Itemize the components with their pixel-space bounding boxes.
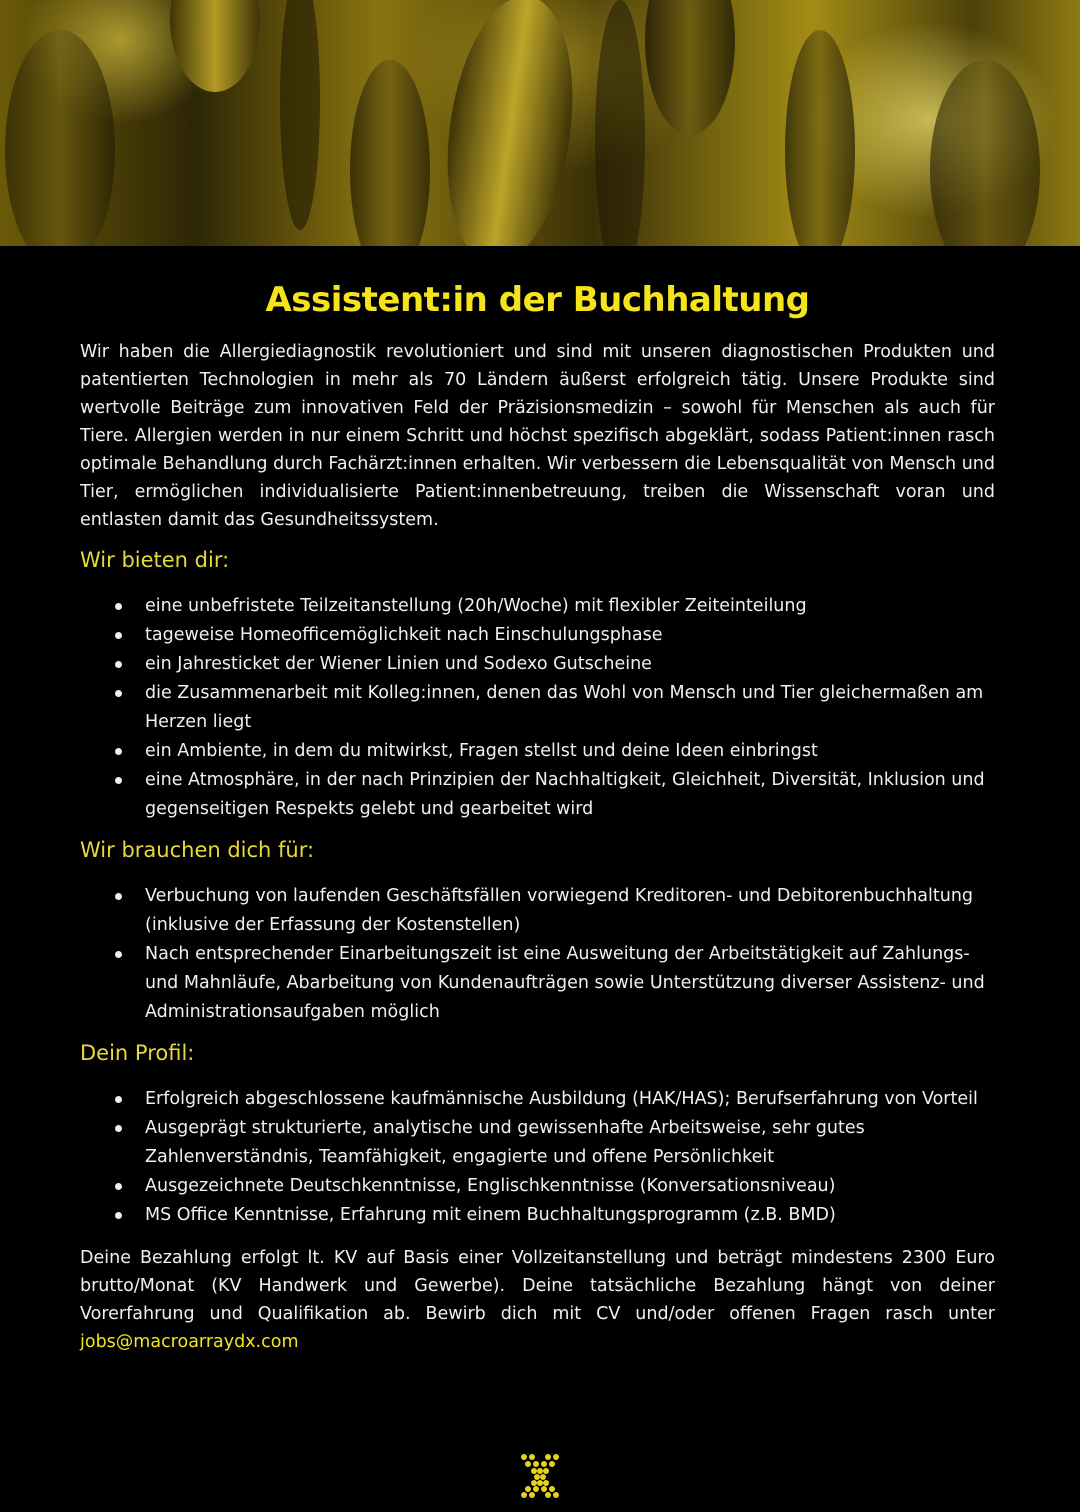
list-item: tageweise Homeofficemöglichkeit nach Einschulungsphase [145,621,995,650]
job-posting [80,270,995,1356]
offer-list [80,592,995,824]
list-item: die Zusammenarbeit mit Kolleg:innen, denen das Wohl von Mensch und Tier gleichermaßen am Herzen liegt [145,679,995,737]
tasks-list [80,882,995,1027]
list-item: ein Jahresticket der Wiener Linien und Sodexo Gutscheine [145,650,995,679]
section-heading-tasks: Wir brauchen dich für: [80,838,315,862]
page-title: Assistent:in der Buchhaltung [265,280,810,320]
section-heading-profile: Dein Profil: [80,1041,195,1065]
list-item: MS Office Kenntnisse, Erfahrung mit einem Buchhaltungsprogramm (z.B. BMD) [145,1201,995,1230]
list-item: eine Atmosphäre, in der nach Prinzipien der Nachhaltigkeit, Gleichheit, Diversität, Inklusion und gegenseitigen Respekts gelebt und gearbeitet wird [145,766,995,824]
hop-cones-icon [0,0,1080,246]
list-item: eine unbefristete Teilzeitanstellung (20h/Woche) mit flexibler Zeiteinteilung [145,592,995,621]
list-item: Ausgeprägt strukturierte, analytische und gewissenhafte Arbeitsweise, sehr gutes Zahlenverständnis, Teamfähigkeit, engagierte und offene Persönlichkeit [145,1114,995,1172]
list-item: Verbuchung von laufenden Geschäftsfällen vorwiegend Kreditoren- und Debitorenbuchhaltung (inklusive der Erfassung der Kostenstellen) [145,882,995,940]
closing-paragraph [80,1244,995,1356]
list-item: Erfolgreich abgeschlossene kaufmännische Ausbildung (HAK/HAS); Berufserfahrung von Vorteil [145,1085,995,1114]
hero-image [0,0,1080,246]
closing-text: Deine Bezahlung erfolgt lt. KV auf Basis einer Vollzeitanstellung und beträgt mindestens 2300 Euro brutto/Monat (KV Handwerk und Gewerbe). Deine tatsächliche Bezahlung hängt von deiner Vorerfahrung und Qualifikation ab. Bewirb dich mit CV und/oder offenen Fragen rasch unter [80,1248,995,1324]
list-item: ein Ambiente, in dem du mitwirkst, Fragen stellst und deine Ideen einbringst [145,737,995,766]
list-item: Ausgezeichnete Deutschkenntnisse, Englischkenntnisse (Konversationsniveau) [145,1172,995,1201]
list-item: Nach entsprechender Einarbeitungszeit ist eine Ausweitung der Arbeitstätigkeit auf Zahlungs- und Mahnläufe, Abarbeitung von Kundenaufträgen sowie Unterstützung diverser Assistenz- und Administrationsaufgaben möglich [145,940,995,1027]
section-heading-offer: Wir bieten dir: [80,548,230,572]
email-link[interactable]: jobs@macroarraydx.com [80,1332,299,1352]
x-logo-icon [518,1452,562,1498]
intro-paragraph: Wir haben die Allergiediagnostik revolutioniert und sind mit unseren diagnostischen Produkten und patentierten Technologien in mehr als 70 Ländern äußerst erfolgreich tätig. Unsere Produkte sind wertvolle Beiträge zum innovativen Feld der Präzisionsmedizin – sowohl für Menschen als auch für Tiere. Allergien werden in nur einem Schritt und höchst spezifisch abgeklärt, sodass Patient:innen rasch optimale Behandlung durch Fachärzt:innen erhalten. Wir verbessern die Lebensqualität von Mensch und Tier, ermöglichen individualisierte Patient:innenbetreuung, treiben die Wissenschaft voran und entlasten damit das Gesundheitssystem. [80,342,995,530]
profile-list [80,1085,995,1230]
